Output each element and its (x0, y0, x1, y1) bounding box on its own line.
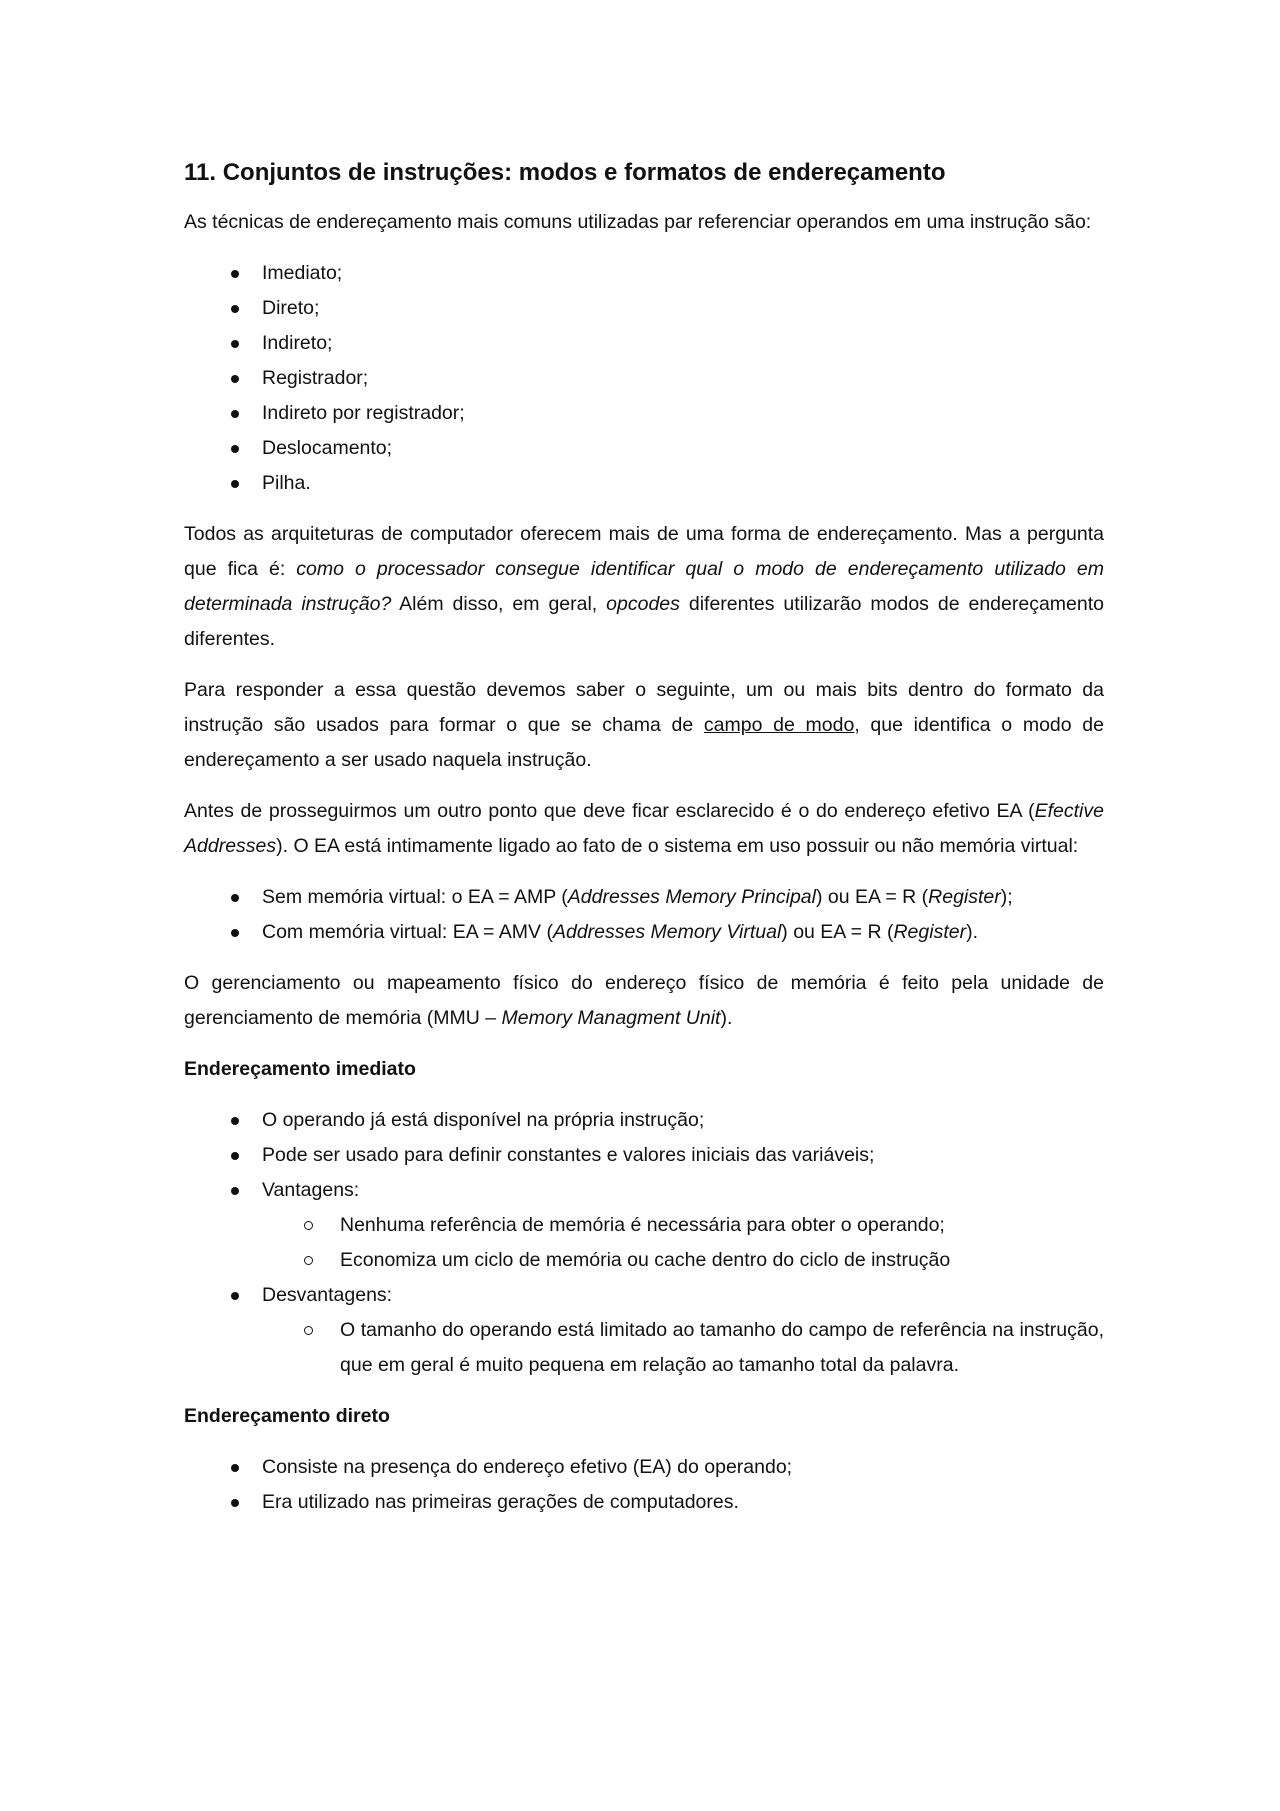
list-item-text: Desvantagens: (262, 1284, 393, 1306)
addressing-modes-list (184, 256, 1104, 501)
list-item (184, 1173, 1104, 1208)
bullet-icon (231, 305, 239, 313)
sublist-item (184, 1313, 1104, 1383)
paragraph-mode-field (184, 673, 1104, 778)
list-item-text: Indireto por registrador; (262, 402, 465, 424)
bullet-icon (231, 270, 239, 278)
list-item (184, 291, 1104, 326)
bullet-icon (231, 375, 239, 383)
text: ). (966, 921, 979, 943)
paragraph-mmu (184, 966, 1104, 1036)
bullet-icon (231, 1464, 239, 1472)
text: Para responder a essa questão devemos saber o seguinte, um ou mais bits dentro do formato da instrução são usados para formar o que se chama de (184, 679, 1104, 736)
text: O gerenciamento ou mapeamento físico do endereço físico de memória é feito pela unidade de gerenciamento de memória (MMU – (184, 972, 1104, 1029)
italic-term: Addresses Memory Principal (567, 886, 816, 908)
list-item (184, 466, 1104, 501)
bullet-icon (231, 340, 239, 348)
bullet-icon (231, 445, 239, 453)
list-item (184, 361, 1104, 396)
text: ) ou EA = R ( (781, 921, 894, 943)
list-item-text: Deslocamento; (262, 437, 393, 459)
text: Sem memória virtual: o EA = AMP ( (262, 886, 568, 908)
list-item (184, 1450, 1104, 1485)
circle-bullet-icon (304, 1221, 313, 1230)
bullet-icon (231, 1499, 239, 1507)
bullet-icon (231, 929, 239, 937)
list-item-text: Vantagens: (262, 1179, 360, 1201)
bullet-icon (231, 1152, 239, 1160)
text: Com memória virtual: EA = AMV ( (262, 921, 553, 943)
list-item (184, 431, 1104, 466)
list-item-text: Consiste na presença do endereço efetivo (EA) do operando; (262, 1456, 793, 1478)
text: ). (720, 1007, 733, 1029)
list-item (184, 880, 1104, 915)
vantagens-sublist (184, 1208, 1104, 1278)
list-item (184, 396, 1104, 431)
list-item (184, 1278, 1104, 1313)
list-item-text: Era utilizado nas primeiras gerações de computadores. (262, 1491, 739, 1513)
intro-paragraph: As técnicas de endereçamento mais comuns utilizadas par referenciar operandos em uma instrução são: (184, 211, 1092, 233)
text: ) ou EA = R ( (815, 886, 929, 908)
italic-term: Efective Addresses (184, 800, 1104, 857)
paragraph-architectures (184, 517, 1104, 657)
bullet-icon (231, 1117, 239, 1125)
list-item (184, 326, 1104, 361)
underlined-term: campo de modo (703, 714, 855, 736)
imediato-list (184, 1103, 1104, 1383)
italic-question: como o processador consegue identificar qual o modo de endereçamento utilizado em determinada instrução? (184, 558, 1105, 615)
list-item-text: Indireto; (262, 332, 333, 354)
section-title: 11. Conjuntos de instruções: modos e formatos de endereçamento (184, 159, 946, 186)
list-item (184, 256, 1104, 291)
italic-term: Register (928, 886, 1001, 908)
sublist-item (184, 1208, 1104, 1243)
list-item-text: Registrador; (262, 367, 369, 389)
list-item-text: Economiza um ciclo de memória ou cache dentro do ciclo de instrução (340, 1249, 951, 1271)
list-item-text: Nenhuma referência de memória é necessária para obter o operando; (340, 1214, 945, 1236)
bullet-icon (231, 480, 239, 488)
list-item-text: O tamanho do operando está limitado ao tamanho do campo de referência na instrução, que em geral é muito pequena em relação ao tamanho total da palavra. (340, 1319, 1104, 1376)
paragraph-effective-address (184, 794, 1104, 864)
bullet-icon (231, 1292, 239, 1300)
list-item (184, 1485, 1104, 1520)
italic-term: Memory Managment Unit (501, 1007, 721, 1029)
bullet-icon (231, 410, 239, 418)
italic-term: Addresses Memory Virtual (552, 921, 782, 943)
subsection-heading-imediato: Endereçamento imediato (184, 1058, 416, 1080)
list-item (184, 915, 1104, 950)
list-item (184, 1103, 1104, 1138)
sublist-item (184, 1243, 1104, 1278)
circle-bullet-icon (304, 1326, 313, 1335)
text: , que identifica o modo de endereçamento a ser usado naquela instrução. (184, 714, 1104, 771)
bullet-icon (231, 1187, 239, 1195)
text: ). O EA está intimamente ligado ao fato de o sistema em uso possuir ou não memória virtual: (276, 835, 1079, 857)
list-item-text: Direto; (262, 297, 320, 319)
desvantagens-sublist (184, 1313, 1104, 1383)
list-item-text: Pode ser usado para definir constantes e valores iniciais das variáveis; (262, 1144, 875, 1166)
text: ); (1000, 886, 1013, 908)
text: diferentes utilizarão modos de endereçamento diferentes. (184, 593, 1104, 650)
text: Além disso, em geral, (391, 593, 607, 615)
text: Antes de prosseguirmos um outro ponto que deve ficar esclarecido é o do endereço efetivo EA ( (184, 800, 1035, 822)
bullet-icon (231, 894, 239, 902)
subsection-heading-direto: Endereçamento direto (184, 1405, 390, 1427)
list-item (184, 1138, 1104, 1173)
list-item-text: Imediato; (262, 262, 343, 284)
italic-term: Register (893, 921, 967, 943)
ea-list (184, 880, 1104, 950)
italic-term: opcodes (606, 593, 680, 615)
direto-list (184, 1450, 1104, 1520)
document-page (184, 153, 1104, 1536)
circle-bullet-icon (304, 1256, 313, 1265)
text: Todos as arquiteturas de computador oferecem mais de uma forma de endereçamento. Mas a pergunta que fica é: (184, 523, 1104, 580)
list-item-text: O operando já está disponível na própria instrução; (262, 1109, 705, 1131)
list-item-text: Pilha. (262, 472, 311, 494)
